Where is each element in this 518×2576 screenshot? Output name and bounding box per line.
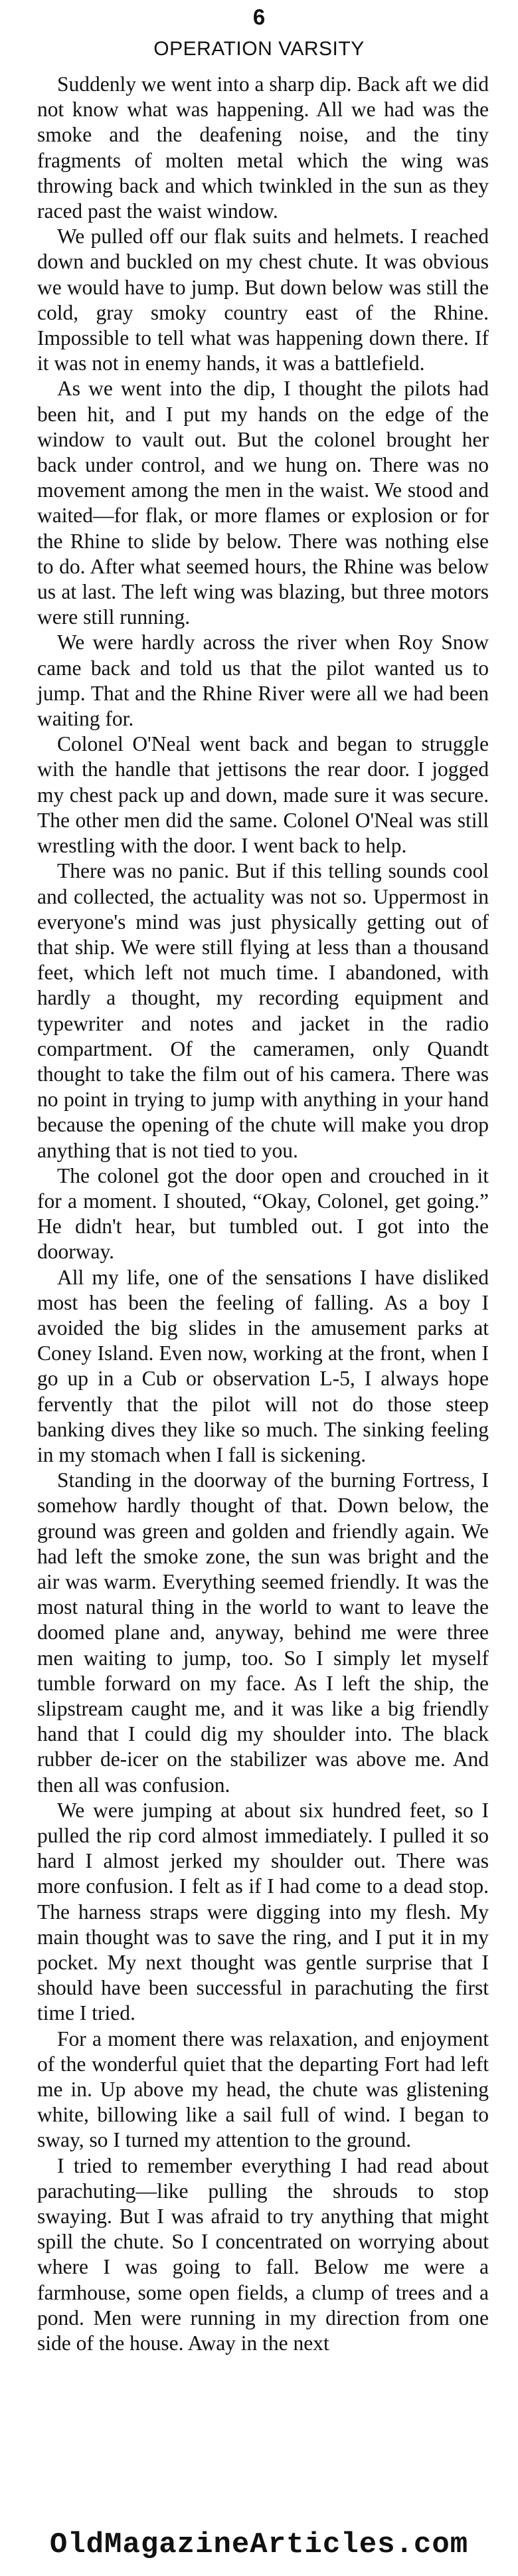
paragraph-10: We were jumping at about six hundred feet, so I pulled the rip cord almost immediately. I pulled it so hard I almost jerked my shoulder out. There was more confusion. I felt as if I had come to a dead stop. The harness straps were digging into my flesh. My main thought was to save the ring, and I put it in my pocket. My next thought was gentle surprise that I should have been successful in parachuting the first time I tried. [37, 1798, 489, 2025]
page-number: 6 [252, 5, 266, 29]
paragraph-11: For a moment there was relaxation, and enjoyment of the wonderful quiet that the departing Fort had left me in. Up above my head, the chute was glistening white, billowing like a sail full of wind. I began to sway, so I turned my attention to the ground. [37, 2027, 489, 2152]
paragraph-8: All my life, one of the sensations I have disliked most has been the feeling of falling. As a boy I avoided the big slides in the amusement parks at Coney Island. Even now, working at the front, when I go up in a Cub or observation L-5, I always hope fervently that the pilot will not do those steep banking dives they like so much. The sinking feeling in my stomach when I fall is sickening. [37, 1265, 489, 1466]
running-title: OPERATION VARSITY [153, 38, 365, 60]
paragraph-12: I tried to remember everything I had read about parachuting—like pulling the shrouds to stop swaying. But I was afraid to try anything that might spill the chute. So I concentrated on worrying about where I was going to fall. Below me were a farmhouse, some open fields, a clump of trees and a pond. Men were running in my direction from one side of the house. Away in the next [37, 2153, 489, 2355]
paragraph-7: The colonel got the door open and crouched in it for a moment. I shouted, “Okay, Colonel, get going.” He didn't hear, but tumbled out. I got into the doorway. [37, 1163, 489, 1264]
paragraph-9: Standing in the doorway of the burning Fortress, I somehow hardly thought of that. Down below, the ground was green and golden and friendly again. We had left the smoke zone, the sun was bright and the air was warm. Everything seemed friendly. It was the most natural thing in the world to want to leave the doomed plane and, anyway, behind me were three men waiting to jump, too. So I simply let myself tumble forward on my face. As I left the ship, the slipstream caught me, and it was like a big friendly hand that I could dig my shoulder into. The black rubber de-icer on the stabilizer was above me. And then all was confusion. [37, 1468, 489, 1797]
paragraph-6: There was no panic. But if this telling sounds cool and collected, the actuality was not so. Uppermost in everyone's mind was just physically getting out of that ship. We were still flying at less than a thousand feet, which left not much time. I abandoned, with hardly a thought, my recording equipment and typewriter and notes and jacket in the radio compartment. Of the cameramen, only Quandt thought to take the film out of his camera. There was no point in trying to jump with anything in your hand because the opening of the chute will make you drop anything that is not tied to you. [37, 859, 489, 1162]
paragraph-4: We were hardly across the river when Roy Snow came back and told us that the pilot wanted us to jump. That and the Rhine River were all we had been waiting for. [37, 631, 489, 731]
paragraph-3: As we went into the dip, I thought the pilots had been hit, and I put my hands on the edge of the window to vault out. But the colonel brought her back under control, and we hung on. There was no movement among the men in the waist. We stood and waited—for flak, or more flames or explosion or for the Rhine to slide by below. There was nothing else to do. After what seemed hours, the Rhine was below us at last. The left wing was blazing, but three motors were still running. [37, 377, 489, 629]
paragraph-1: Suddenly we went into a sharp dip. Back aft we did not know what was happening. All we had was the smoke and the deafening noise, and the tiny fragments of molten metal which the wing was throwing back and which twinkled in the sun as they raced past the waist window. [37, 72, 489, 223]
paragraph-5: Colonel O'Neal went back and began to struggle with the handle that jettisons the rear door. I jogged my chest pack up and down, made sure it was secure. The other men did the same. Colonel O'Neal was still wrestling with the door. I went back to help. [37, 732, 489, 858]
paragraph-2: We pulled off our flak suits and helmets. I reached down and buckled on my chest chute. It was obvious we would have to jump. But down below was still the cold, gray smoky country east of the Rhine. Impossible to tell what was happening down there. If it was not in enemy hands, it was a battlefield. [37, 225, 489, 375]
site-footer: OldMagazineArticles.com [49, 2528, 469, 2561]
article-body [37, 72, 489, 2356]
